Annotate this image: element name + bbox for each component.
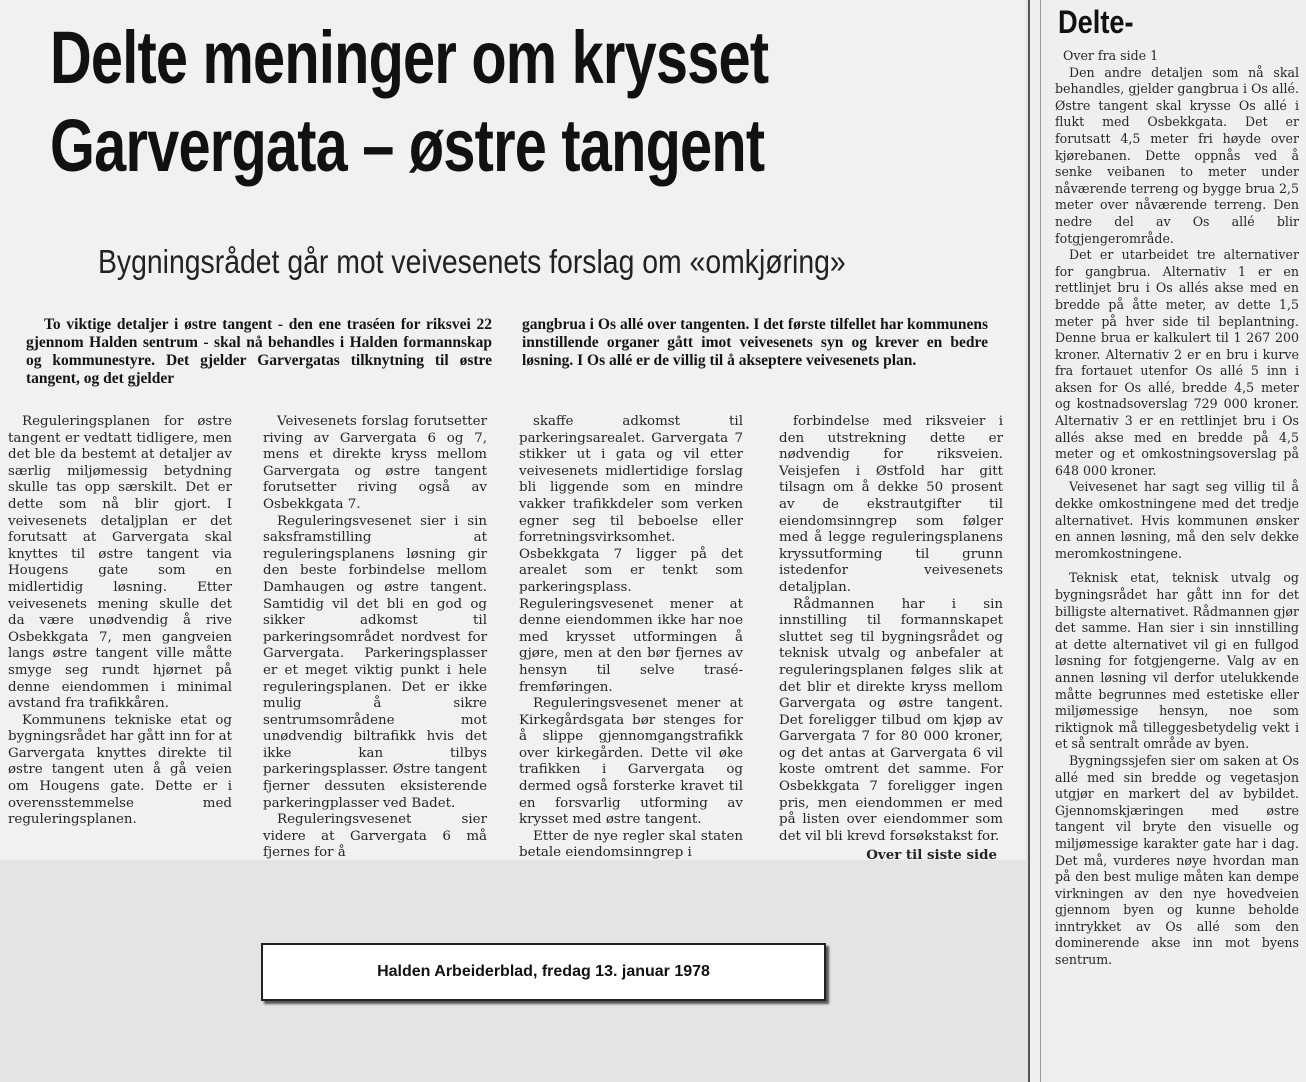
paragraph: Reguleringsplanen for østre tangent er vedtatt tidligere, men det ble da bestemt at detaljer av særlig miljømessig betydning skulle tas opp særskilt. Det er dette som nå blir gjort. I veivesenets detaljplan er det forutsatt at Garvergata skal knyttes til østre tangent via Hougens gate som en midlertidig løsning. Etter veivesenets mening skulle det da være unødvendig å rive Osbekkgata 7, men gangveien langs østre tangent ville måtte smyge seg rundt hjørnet på denne eiendommen i minimal avstand fra trafikkåren. bbox=[8, 414, 232, 712]
sidebar-title: Delte- bbox=[1058, 4, 1134, 40]
paragraph: Veivesenets forslag forutsetter riving av Garvergata 6 og 7, mens et direkte kryss mellom Garvergata og østre tangent forutsetter riving også av Osbekkgata 7. bbox=[263, 414, 487, 512]
column-divider bbox=[1040, 0, 1041, 1082]
paragraph: Teknisk etat, teknisk utvalg og bygningsrådet har gått inn for det billigste alternativet. Rådmannen gjør det samme. Han sier i sin innstilling at dette alternativet vil gi en fullgod løsning for fotgjengerne. Valg av en annen løsning vil derfor utelukkende måtte begrunnes med estetiske eller miljømessige hensyn, noe som riktignok må tilleggesbetydelig vekt i et så sentralt område av byen. bbox=[1055, 570, 1299, 752]
article-column-1 bbox=[8, 414, 232, 829]
article-column-3 bbox=[519, 414, 743, 862]
headline-line-1: Delte meninger om krysset bbox=[50, 16, 769, 99]
paragraph: Etter de nye regler skal staten betale eiendomsinngrep i bbox=[519, 828, 743, 861]
subheadline: Bygningsrådet går mot veivesenets forslag om «omkjøring» bbox=[98, 243, 846, 280]
article-column-2 bbox=[263, 414, 487, 862]
paragraph: skaffe adkomst til parkeringsarealet. Garvergata 7 stikker ut i gata og vil etter veivesenets midlertidige forslag bli liggende som en mindre vakker trafikkdeler som verken egner seg til beboelse eller forretningsvirksomhet. Osbekkgata 7 ligger på det arealet som er tenkt som parkeringsplass. Reguleringsvesenet mener at denne eiendommen ikke har noe med krysset utformingen å gjøre, men at den bør fjernes av hensyn til selve trasé-fremføringen. bbox=[519, 414, 743, 695]
lead-paragraph-part-1: To viktige detaljer i østre tangent - den ene traséen for riksvei 22 gjennom Halden sentrum - skal nå behandles i Halden formannskap og kommunestyre. Det gjelder Garvergatas tilknytning til østre tangent, og det gjelder bbox=[26, 316, 492, 387]
paragraph: Reguleringsvesenet sier videre at Garvergata 6 må fjernes for å bbox=[263, 812, 487, 861]
paragraph: Den andre detaljen som nå skal behandles, gjelder gangbrua i Os allé. Østre tangent skal krysse Os allé i flukt med Osbekkgata. Det er forutsatt 4,5 meter fri høyde over kjørebanen. Dette oppnås ved å senke veibanen to meter under nåværende terreng og bygge brua 2,5 meter over nåværende terreng. Den nedre del av Os allé blir fotgjengerområde. bbox=[1055, 64, 1299, 246]
paragraph: Kommunens tekniske etat og bygningsrådet har gått inn for at Garvergata knyttes direkte til østre tangent uten å gå veien om Hougens gate. Dette er i overensstemmelse med reguleringsplanen. bbox=[8, 712, 232, 828]
continued-label: Over til siste side bbox=[866, 847, 997, 864]
caption: Halden Arbeiderblad, fredag 13. januar 1978 bbox=[377, 963, 710, 980]
paragraph: Det er utarbeidet tre alternativer for gangbrua. Alternativ 1 er en rettlinjet bru i Os allés akse med en bredde på åtte meter, av dette 1,5 meter på hver side til beplantning. Denne brua er kalkulert til 1 267 200 kroner. Alternativ 2 er en bru i kurve fra fortauet utenfor Os allé 5 inn i aksen for Os allé, bredde 4,5 meter og kostnadsoverslag 729 000 kroner. Alternativ 3 er en rettlinjet bru i Os allés akse med en bredde på 4,5 meter og et omkostningsoverslag på 648 000 kroner. bbox=[1055, 247, 1299, 478]
headline bbox=[50, 14, 783, 190]
paragraph: Bygningssjefen sier om saken at Os allé med sin bredde og vegetasjon utgjør en markert del av bybildet. Gjennomskjæringen med østre tangent vil bryte den visuelle og miljømessige karakter gate har i dag. Det må, vurderes nøye hvordan man på den best mulige måten kan dempe virkningen av den nye hovedveien gjennom byen og kunne beholde inntrykket av Os allé som den dominerende akse inn mot byens sentrum. bbox=[1055, 752, 1299, 968]
paragraph: Reguleringsvesenet mener at Kirkegårdsgata bør stenges for å slippe gjennomgangstrafikk over kirkegården. Dette vil øke trafikken i Garvergata og dermed også forsterke kravet til en forsvarlig utforming av krysset med østre tangent. bbox=[519, 696, 743, 828]
article-column-4 bbox=[779, 414, 1003, 864]
caption-box bbox=[261, 943, 826, 1001]
paragraph: forbindelse med riksveier i den utstrekning dette er nødvendig for riksveien. Veisjefen i Østfold har gitt tilsagn om å dekke 50 prosent av de ekstrautgifter til eiendomsinngrep som følger med å legge reguleringsplanens kryssutforming til grunn istedenfor veivesenets detaljplan. bbox=[779, 414, 1003, 595]
column-divider bbox=[1028, 0, 1030, 1082]
paragraph: Reguleringsvesenet sier i sin saksframstilling at reguleringsplanens løsning gir den beste forbindelse mellom Damhaugen og østre tangent. Samtidig vil det bli en god og sikker adkomst til parkeringsområdet nordvest for Garvergata. Parkeringsplasser er et meget viktig punkt i hele reguleringsplanen. Det er ikke mulig å sikre sentrumsområdene mot unødvendig biltrafikk hvis det ikke kan tilbys parkeringsplasser. Østre tangent fjerner dessuten eksisterende parkeringplasser ved Badet. bbox=[263, 513, 487, 811]
sidebar-subtitle: Over fra side 1 bbox=[1063, 48, 1159, 63]
paragraph: Rådmannen har i sin innstilling til formannskapet sluttet seg til bygningsrådet og teknisk utvalg og anbefaler at reguleringsplanen følges slik at det blir et direkte kryss mellom Garvergata og østre tangent. Det foreligger tilbud om kjøp av Garvergata 7 for 80 000 kroner, og det antas at Garvergata 6 vil koste omtrent det samme. For Osbekkgata 7 foreligger ingen pris, men eiendommen er med på listen over eiendommer som det vil bli krevd forsøkstakst for. bbox=[779, 596, 1003, 844]
lead-paragraph-part-2: gangbrua i Os allé over tangenten. I det første tilfellet har kommunens innstillende organer gått imot veivesenets syn og krever en bedre løsning. I Os allé er de villig til å akseptere veivesenets plan. bbox=[522, 316, 988, 369]
paragraph: Veivesenet har sagt seg villig til å dekke omkostningene med det tredje alternativet. Hvis kommunen ønsker en annen løsning, må den selv dekke meromkostningene. bbox=[1055, 479, 1299, 561]
headline-line-2: Garvergata – østre tangent bbox=[50, 104, 765, 187]
sidebar-text bbox=[1055, 48, 1299, 969]
